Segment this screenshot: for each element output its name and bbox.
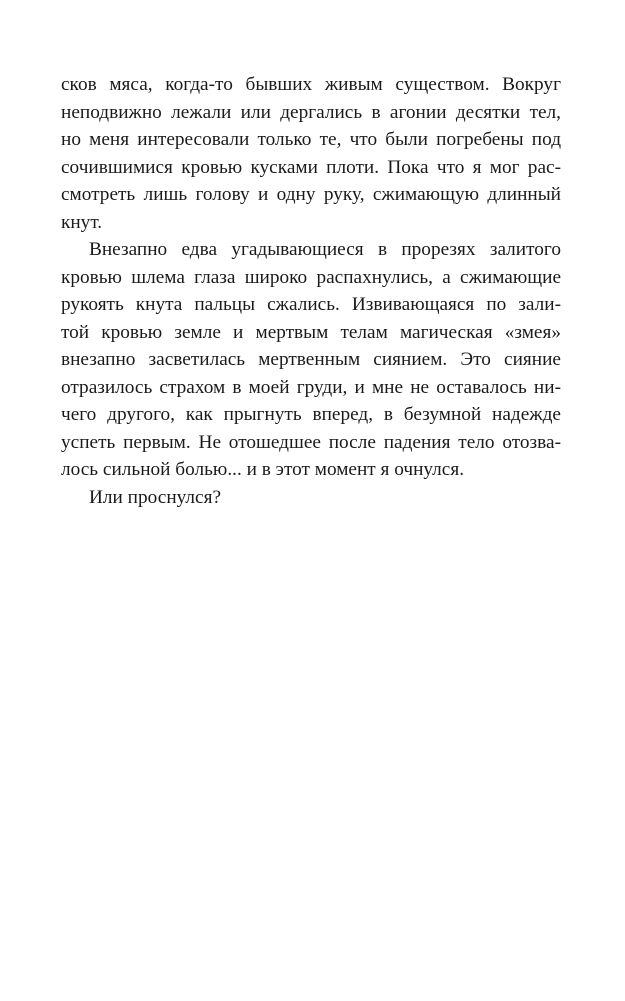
text-line: сочившимися кровью кусками плоти. Пока что я мог рас- bbox=[61, 156, 561, 178]
text-line: рукоять кнута пальцы сжались. Извивающаяся по зали- bbox=[61, 294, 561, 315]
text-line: отразилось страхом в моей груди, и мне не оставалось ни- bbox=[61, 376, 561, 398]
text-line: Или проснулся? bbox=[89, 486, 222, 508]
text-line: сков мяса, когда-то бывших живым существом. Вокруг bbox=[61, 74, 561, 95]
text-line: кровью шлема глаза широко распахнулись, а сжимающие bbox=[61, 266, 561, 288]
text-line: внезапно засветилась мертвенным сиянием. Это сияние bbox=[61, 349, 561, 370]
text-line: той кровью земле и мертвым телам магическая «змея» bbox=[61, 321, 561, 343]
text-line: но меня интересовали только те, что были погребены под bbox=[61, 129, 561, 150]
text-line: смотреть лишь голову и одну руку, сжимающую длинный bbox=[61, 184, 561, 205]
text-line: лось сильной болью... и в этот момент я очнулся. bbox=[61, 459, 465, 480]
text-line: кнут. bbox=[61, 211, 103, 233]
text-line: успеть первым. Не отошедшее после падения тело отозва- bbox=[61, 431, 561, 453]
text-line: Внезапно едва угадывающиеся в прорезях залитого bbox=[89, 239, 561, 260]
body-text bbox=[61, 71, 561, 511]
text-line: неподвижно лежали или дергались в агонии десятки тел, bbox=[61, 101, 561, 123]
text-line: чего другого, как прыгнуть вперед, в безумной надежде bbox=[61, 404, 561, 425]
